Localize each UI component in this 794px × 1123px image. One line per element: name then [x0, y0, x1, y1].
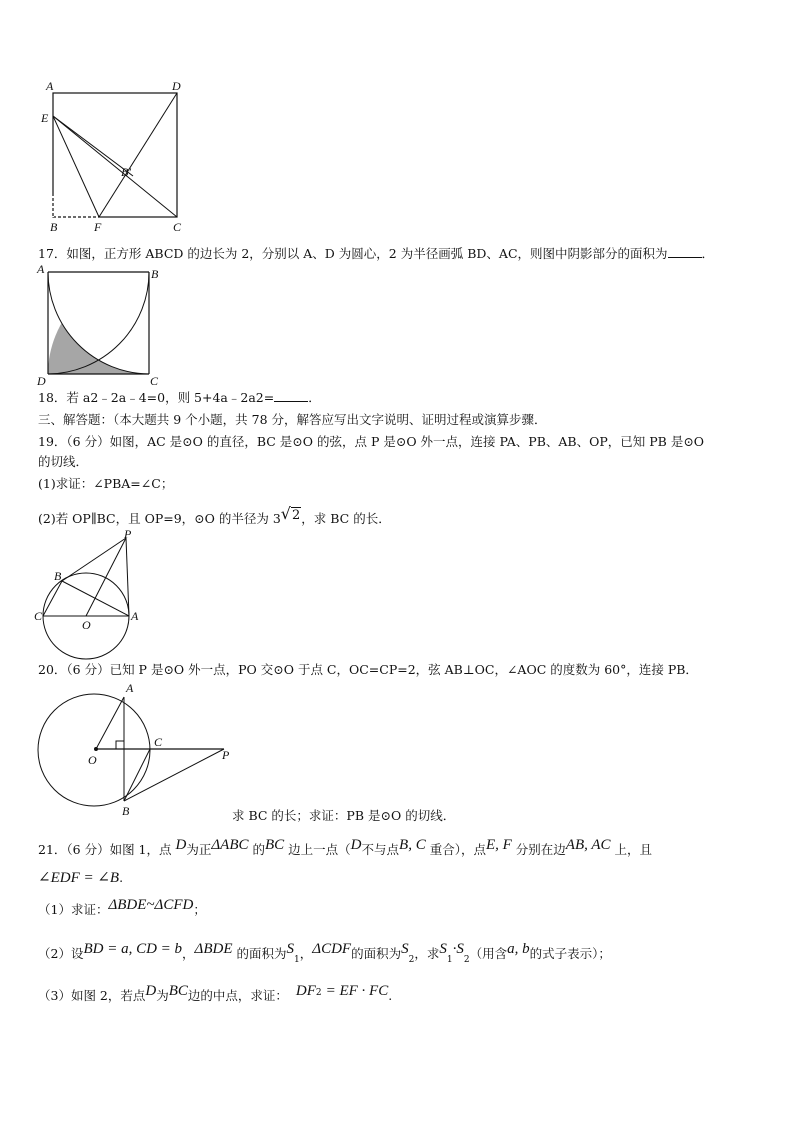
- segment-pb: [124, 749, 224, 801]
- right-angle-mark: [116, 741, 124, 749]
- question-21-part3: （3）如图 2，若点D为BC边的中点，求证： $DF^2$ = EF · FC.: [38, 983, 393, 1003]
- question-21-part1: （1）求证：ΔBDE~ΔCFD；: [38, 897, 206, 917]
- segment-ec: [53, 116, 177, 217]
- label-E: E: [41, 111, 49, 125]
- label-O: O: [88, 753, 97, 767]
- label-P: P: [222, 748, 230, 762]
- segment-bc: [124, 749, 150, 801]
- question-17: 17．如图，正方形 ABCD 的边长为 2，分别以 A、D 为圆心，2 为半径画弧 BD、AC，则图中阴影部分的面积为 ．: [38, 246, 715, 261]
- answer-blank-17: [668, 246, 702, 258]
- label-C: C: [150, 374, 159, 388]
- answer-blank-18: [274, 390, 308, 402]
- label-B: B: [50, 220, 58, 234]
- segment-ef: [53, 116, 99, 217]
- sqrt-symbol: √: [280, 504, 291, 523]
- center-dot: [94, 747, 98, 751]
- square-outline: [53, 93, 177, 217]
- tangent-pb: [62, 538, 126, 581]
- figure-square-fold: [36, 76, 196, 236]
- segment-fd: [99, 93, 177, 217]
- label-B: B: [122, 804, 130, 818]
- label-B-prime: B′: [121, 165, 131, 179]
- label-P: P: [124, 527, 132, 541]
- question-18: 18．若 a2﹣2a﹣4=0，则 5+4a﹣2a2= ．: [38, 390, 321, 405]
- label-A: A: [46, 79, 54, 93]
- label-D: D: [37, 374, 46, 388]
- label-C: C: [34, 609, 43, 623]
- question-19-line2: 的切线．: [38, 454, 89, 469]
- label-D: D: [172, 79, 181, 93]
- figure-circle-tangent-19: [34, 527, 154, 632]
- section-3-heading: 三、解答题：（本大题共 9 个小题，共 78 分，解答应写出文字说明、证明过程或演算步骤．: [38, 412, 547, 427]
- figure-circle-tangent-20: [34, 680, 244, 820]
- label-C: C: [154, 735, 163, 749]
- q18-text: 18．若 a2﹣2a﹣4=0，则 5+4a﹣2a2=: [38, 390, 275, 405]
- question-20: 20．（6 分）已知 P 是⊙O 外一点，PO 交⊙O 于点 C，OC=CP=2，弦 AB⊥OC，∠AOC 的度数为 60°，连接 PB．: [38, 662, 698, 677]
- label-F: F: [94, 220, 102, 234]
- label-O: O: [82, 618, 91, 632]
- figure-square-arcs: [34, 264, 164, 386]
- label-A: A: [131, 609, 139, 623]
- label-B: B: [54, 569, 62, 583]
- question-21-line1: 21．（6 分）如图 1，点 D为正ΔABC 的BC 边上一点（D不与点B, C 重合），点E, F 分别在边AB, AC 上，且: [38, 837, 653, 857]
- label-A: A: [37, 262, 45, 276]
- question-19-part1: (1)求证：∠PBA=∠C；: [38, 476, 174, 491]
- question-19-line1: 19．（6 分）如图，AC 是⊙O 的直径，BC 是⊙O 的弦，点 P 是⊙O 外一点，连接 PA、PB、AB、OP，已知 PB 是⊙O: [38, 434, 705, 449]
- label-C: C: [173, 220, 182, 234]
- question-20-tail: 求 BC 的长；求证：PB 是⊙O 的切线．: [232, 808, 456, 823]
- label-B: B: [151, 267, 159, 281]
- chord-bc: [43, 581, 62, 616]
- circle-o: [38, 694, 150, 806]
- question-19-part2: (2)若 OP∥BC，且 OP=9，⊙O 的半径为 3√2，求 BC 的长．: [38, 504, 391, 526]
- question-21-part2: （2）设BD = a, CD = b，ΔBDE 的面积为$S_1$，ΔCDF的面积为$S_2$，求$S_1\cdot S_2$（用含a, b的式子表示）；: [38, 941, 611, 965]
- q17-text: 17．如图，正方形 ABCD 的边长为 2，分别以 A、D 为圆心，2 为半径画弧 BD、AC，则图中阴影部分的面积为: [38, 246, 668, 261]
- label-A: A: [126, 681, 134, 695]
- question-21-line2: ∠EDF = ∠B.: [38, 870, 124, 886]
